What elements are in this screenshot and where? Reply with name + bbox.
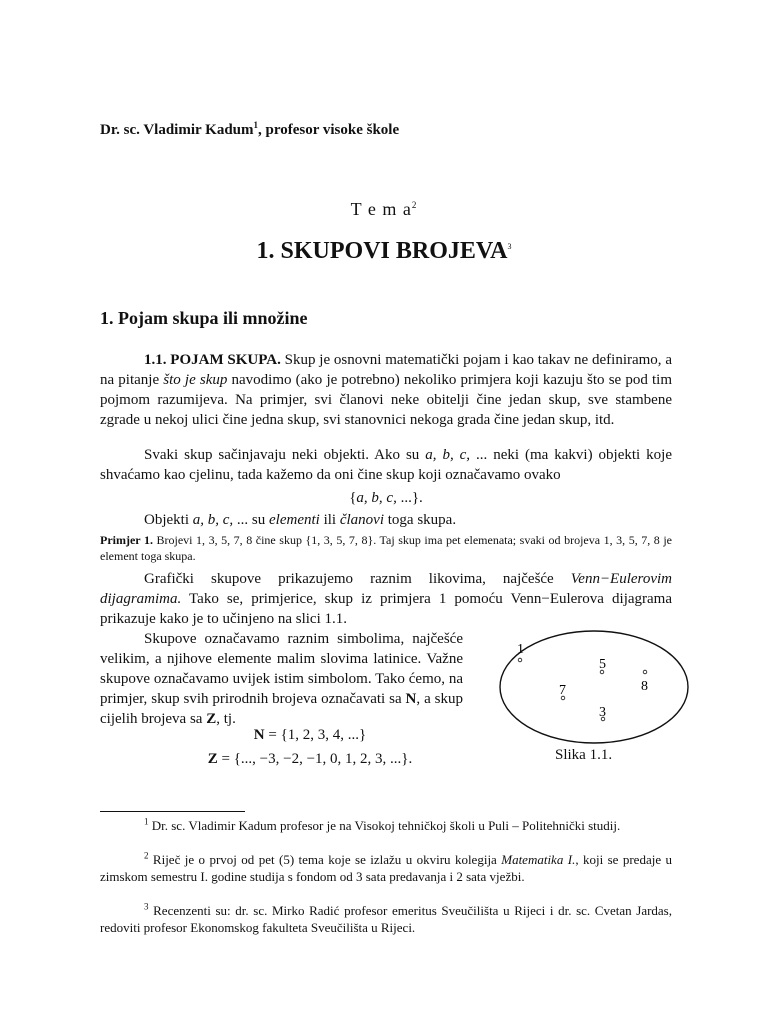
page-title: 1. SKUPOVI BROJEVA$^3$	[256, 238, 512, 264]
footnote-3: $^3$ Recenzenti su: dr. sc. Mirko Radić profesor emeritus Sveučilišta u Rijeci i dr. sc. Cvetan Jardas, redoviti profesor Ekonomskog fakulteta Sveučilišta u Rijeci.	[100, 901, 672, 935]
venn-element-7: 7	[559, 683, 566, 698]
footnote-ref-2: 2	[411, 200, 418, 210]
venn-element-8: 8	[641, 679, 648, 694]
paragraph-symbols: Skupove označavamo raznim simbolima, najčešće velikim, a njihove elemente malim slovima latinice. Važne skupove označavamo uvijek istim simbolom. Tako ćemo, na primjer, skup svih prirodnih brojeva označavati sa N, a skup cijelih brojeva sa Z, tj.	[100, 631, 463, 727]
venn-element-1: 1	[517, 642, 524, 657]
set-integers: Z = {..., −3, −2, −1, 0, 1, 2, 3, ...}.	[207, 751, 413, 767]
footnote-ref-3: 3	[507, 242, 512, 251]
venn-element-5: 5	[599, 657, 606, 672]
paragraph-elements: Objekti a, b, c, ... su elementi ili članovi toga skupa.	[144, 512, 457, 528]
footnote-ref-1: 1	[253, 120, 258, 130]
paragraph-set-concept: 1.1. POJAM SKUPA. Skup je osnovni matematički pojam i kao takav ne definiramo, a na pitanje što je skup navodimo (ako je potrebno) nekoliko primjera koji kazuju što se pod tim pojmom razumijeva. Na primjer, svi članovi neke obitelji čine jedan skup, sve stambene zgrade u nekoj ulici čine jedna skup, svi stanovnici nekoga grada čine jedan skup, itd.	[100, 352, 673, 428]
paragraph-venn: Grafički skupove prikazujemo raznim likovima, najčešće Venn−Eulerovim dijagramima. Tako se, primjerice, skup iz primjera 1 pomoću Venn−Eulerova dijagrama prikazuje kako je to učinjeno na slici 1.1.	[100, 571, 672, 627]
set-natural-numbers: N = {1, 2, 3, 4, ...}	[253, 727, 367, 743]
venn-element-3: 3	[599, 705, 606, 720]
footnote-divider	[100, 811, 245, 812]
venn-point-1	[518, 658, 522, 662]
figure-caption: Slika 1.1.	[555, 747, 613, 763]
venn-ellipse	[500, 631, 688, 743]
section-heading: 1. Pojam skupa ili množine	[100, 308, 308, 328]
set-notation: {a, b, c, ...}.	[349, 490, 423, 506]
venn-diagram	[498, 628, 690, 746]
footnote-1: $^1$ Dr. sc. Vladimir Kadum profesor je na Visokoj tehničkoj školi u Puli – Politehnički studij.	[144, 816, 621, 833]
author-line: Dr. sc. Vladimir Kadum$^1$, profesor visoke škole	[100, 120, 400, 138]
example-1: Primjer 1. Brojevi 1, 3, 5, 7, 8 čine skup {1, 3, 5, 7, 8}. Taj skup ima pet elemenata; svaki od brojeva 1, 3, 5, 7, 8 je element toga skupa.	[100, 533, 672, 563]
paragraph-set-objects: Svaki skup sačinjavaju neki objekti. Ako su a, b, c, ... neki (ma kakvi) objekti koje shvaćamo kao cjelinu, tada kažemo da oni čine skup koji označavamo ovako	[100, 447, 672, 483]
topic-label: T e m $a^2$	[350, 199, 418, 219]
footnote-2: $^2$ Riječ je o prvoj od pet (5) tema koje se izlažu u okviru kolegija Matematika I., koji se predaje u zimskom semestru I. godine studija s fondom od 3 sata predavanja i 2 sata vježbi.	[100, 850, 673, 884]
venn-point-8	[643, 670, 647, 674]
